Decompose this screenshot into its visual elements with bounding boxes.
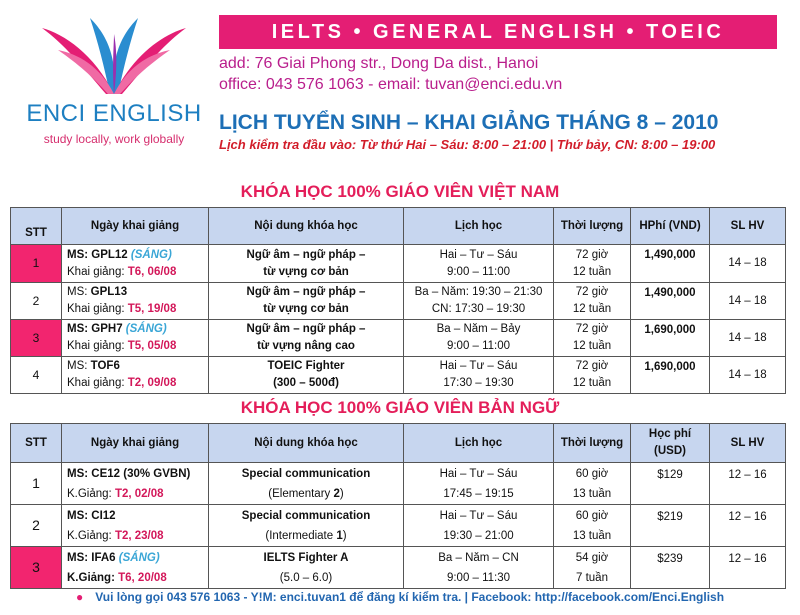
row-stt: 3 — [11, 320, 62, 357]
row-duration: 60 giờ 13 tuần — [554, 463, 631, 505]
row-content: Ngữ âm – ngữ pháp – từ vựng nâng cao — [209, 320, 404, 357]
section-vietnamese-teachers-title: KHÓA HỌC 100% GIÁO VIÊN VIỆT NAM — [240, 182, 560, 201]
row-schedule: Hai – Tư – Sáu 17:30 – 19:30 — [404, 357, 554, 394]
col-schedule: Lịch học — [404, 208, 554, 245]
office-contact: office: 043 576 1063 - email: tuvan@enci.edu.vn — [219, 76, 563, 93]
logo-tagline: study locally, work globally — [43, 132, 185, 146]
row-size: 14 – 18 — [710, 245, 786, 283]
row-start: MS: GPL13 Khai giảng: T5, 19/08 — [62, 283, 209, 320]
row-duration: 72 giờ 12 tuần — [554, 283, 631, 320]
course-banner: IELTS • GENERAL ENGLISH • TOEIC — [219, 15, 777, 49]
row-schedule: Ba – Năm – CN 9:00 – 11:30 — [404, 547, 554, 589]
col-duration: Thời lượng — [554, 424, 631, 463]
col-duration: Thời lượng — [554, 208, 631, 245]
vietnamese-teachers-table — [10, 207, 786, 394]
book-wings-logo-icon — [34, 14, 194, 98]
row-schedule: Hai – Tư – Sáu 9:00 – 11:00 — [404, 245, 554, 283]
col-content: Nội dung khóa học — [209, 424, 404, 463]
page-title: LỊCH TUYỂN SINH – KHAI GIẢNG THÁNG 8 – 2010 — [219, 111, 719, 134]
row-fee: 1,690,000 — [631, 357, 710, 394]
row-duration: 72 giờ 12 tuần — [554, 320, 631, 357]
row-content: Ngữ âm – ngữ pháp – từ vựng cơ bản — [209, 245, 404, 283]
row-content: Special communication (Elementary 2) — [209, 463, 404, 505]
row-stt: 3 — [11, 547, 62, 589]
row-schedule: Hai – Tư – Sáu 19:30 – 21:00 — [404, 505, 554, 547]
row-fee: $129 — [631, 463, 710, 505]
logo — [14, 8, 214, 158]
col-fee: Học phí (USD) — [631, 424, 710, 463]
row-content: IELTS Fighter A (5.0 – 6.0) — [209, 547, 404, 589]
table-row — [11, 357, 786, 394]
row-size: 14 – 18 — [710, 357, 786, 394]
row-stt: 1 — [11, 245, 62, 283]
row-duration: 60 giờ 13 tuần — [554, 505, 631, 547]
row-stt: 2 — [11, 505, 62, 547]
row-size: 14 – 18 — [710, 283, 786, 320]
col-start-date: Ngày khai giảng — [62, 424, 209, 463]
row-size: 12 – 16 — [710, 505, 786, 547]
row-duration: 72 giờ 12 tuần — [554, 245, 631, 283]
row-start: MS: CI12 K.Giảng: T2, 23/08 — [62, 505, 209, 547]
row-start: MS: GPH7 (SÁNG) Khai giảng: T5, 05/08 — [62, 320, 209, 357]
row-content: Special communication (Intermediate 1) — [209, 505, 404, 547]
footer-text: Vui lòng gọi 043 576 1063 - Y!M: enci.tuvan1 để đăng kí kiểm tra. | Facebook: http://facebook.com/Enci.English — [95, 590, 725, 604]
logo-name: ENCI ENGLISH — [26, 100, 202, 127]
row-fee: 1,690,000 — [631, 320, 710, 357]
row-size: 12 – 16 — [710, 547, 786, 589]
row-start: MS: IFA6 (SÁNG) K.Giảng: T6, 20/08 — [62, 547, 209, 589]
table-row — [11, 505, 786, 547]
row-start: MS: CE12 (30% GVBN) K.Giảng: T2, 02/08 — [62, 463, 209, 505]
table-row — [11, 283, 786, 320]
table-row — [11, 463, 786, 505]
footer-contact — [0, 590, 800, 604]
row-duration: 72 giờ 12 tuần — [554, 357, 631, 394]
col-schedule: Lịch học — [404, 424, 554, 463]
row-fee: $239 — [631, 547, 710, 589]
col-size: SL HV — [710, 208, 786, 245]
row-duration: 54 giờ 7 tuần — [554, 547, 631, 589]
address: add: 76 Giai Phong str., Dong Da dist., Hanoi — [219, 55, 539, 72]
row-schedule: Hai – Tư – Sáu 17:45 – 19:15 — [404, 463, 554, 505]
row-stt: 1 — [11, 463, 62, 505]
col-stt: STT — [11, 208, 62, 245]
row-size: 14 – 18 — [710, 320, 786, 357]
table-row — [11, 245, 786, 283]
section-native-teachers-title: KHÓA HỌC 100% GIÁO VIÊN BẢN NGỮ — [240, 398, 560, 417]
row-content: Ngữ âm – ngữ pháp – từ vựng cơ bản — [209, 283, 404, 320]
table-row — [11, 320, 786, 357]
row-start: MS: TOF6 Khai giảng: T2, 09/08 — [62, 357, 209, 394]
col-stt: STT — [11, 424, 62, 463]
row-schedule: Ba – Năm: 19:30 – 21:30 CN: 17:30 – 19:30 — [404, 283, 554, 320]
col-content: Nội dung khóa học — [209, 208, 404, 245]
row-stt: 4 — [11, 357, 62, 394]
row-content: TOEIC Fighter (300 – 500đ) — [209, 357, 404, 394]
bullet-icon: ● — [75, 590, 84, 604]
row-fee: $219 — [631, 505, 710, 547]
col-size: SL HV — [710, 424, 786, 463]
native-teachers-table — [10, 423, 786, 589]
table-header-row — [11, 208, 786, 245]
entrance-test-schedule: Lịch kiểm tra đầu vào: Từ thứ Hai – Sáu: 8:00 – 21:00 | Thứ bảy, CN: 8:00 – 19:00 — [219, 137, 716, 152]
row-schedule: Ba – Năm – Bảy 9:00 – 11:00 — [404, 320, 554, 357]
row-start: MS: GPL12 (SÁNG) Khai giảng: T6, 06/08 — [62, 245, 209, 283]
table-header-row — [11, 424, 786, 463]
col-start-date: Ngày khai giảng — [62, 208, 209, 245]
row-stt: 2 — [11, 283, 62, 320]
col-fee: HPhí (VND) — [631, 208, 710, 245]
table-row — [11, 547, 786, 589]
row-fee: 1,490,000 — [631, 283, 710, 320]
row-fee: 1,490,000 — [631, 245, 710, 283]
row-size: 12 – 16 — [710, 463, 786, 505]
